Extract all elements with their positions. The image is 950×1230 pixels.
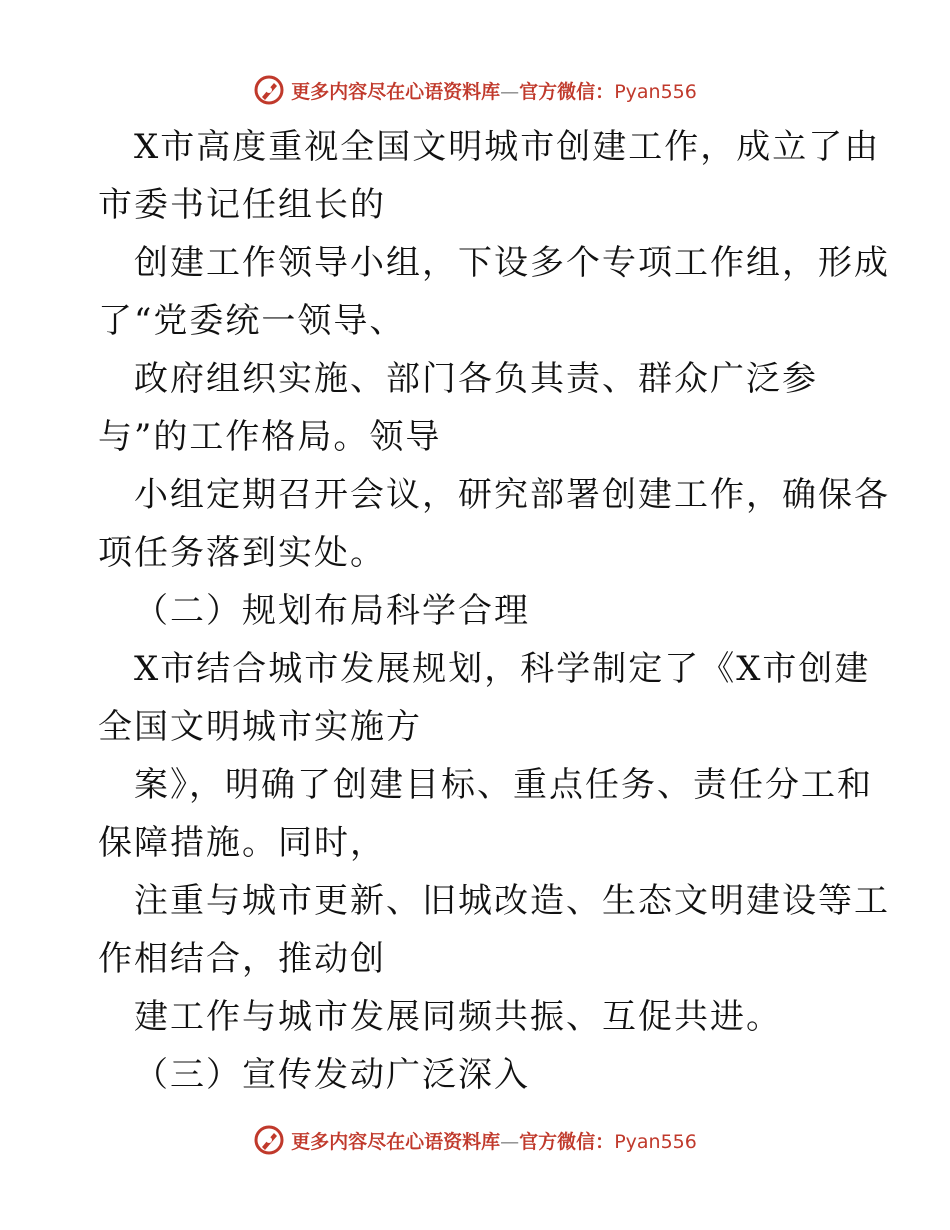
body-line: 与”的工作格局。领导 xyxy=(98,417,442,457)
body-line: X市高度重视全国文明城市创建工作，成立了由 xyxy=(134,127,881,167)
body-line: 项任务落到实处。 xyxy=(98,533,386,573)
footer-watermark xyxy=(0,1120,950,1160)
body-line: X市结合城市发展规划，科学制定了《X市创建 xyxy=(134,649,871,689)
body-line: 了“党委统一领导、 xyxy=(98,301,406,341)
body-line: 作相结合，推动创 xyxy=(98,939,386,979)
section-heading: （三）宣传发动广泛深入 xyxy=(134,1055,530,1095)
body-line: 保障措施。同时， xyxy=(98,823,386,863)
watermark-label: 官方微信： xyxy=(519,1130,615,1153)
watermark-dash: — xyxy=(500,80,520,103)
watermark-main-text: 更多内容尽在心语资料库 xyxy=(291,1130,501,1153)
watermark-handle: Pyan556 xyxy=(614,80,697,103)
pen-logo-icon xyxy=(253,1124,285,1156)
body-line: 小组定期召开会议，研究部署创建工作，确保各 xyxy=(134,475,890,515)
body-line: 建工作与城市发展同频共振、互促共进。 xyxy=(134,997,782,1037)
watermark-label: 官方微信： xyxy=(519,80,615,103)
watermark-handle: Pyan556 xyxy=(614,1130,697,1153)
body-line: 注重与城市更新、旧城改造、生态文明建设等工 xyxy=(134,881,890,921)
body-line: 全国文明城市实施方 xyxy=(98,707,422,747)
body-line: 政府组织实施、部门各负其责、群众广泛参 xyxy=(134,359,818,399)
header-watermark xyxy=(0,70,950,110)
body-line: 市委书记任组长的 xyxy=(98,185,386,225)
section-heading: （二）规划布局科学合理 xyxy=(134,591,530,631)
watermark-dash: — xyxy=(500,1130,520,1153)
body-line: 创建工作领导小组，下设多个专项工作组，形成 xyxy=(134,243,890,283)
watermark-main-text: 更多内容尽在心语资料库 xyxy=(291,80,501,103)
body-line: 案》，明确了创建目标、重点任务、责任分工和 xyxy=(134,765,873,805)
pen-logo-icon xyxy=(253,74,285,106)
document-body xyxy=(98,118,890,1104)
